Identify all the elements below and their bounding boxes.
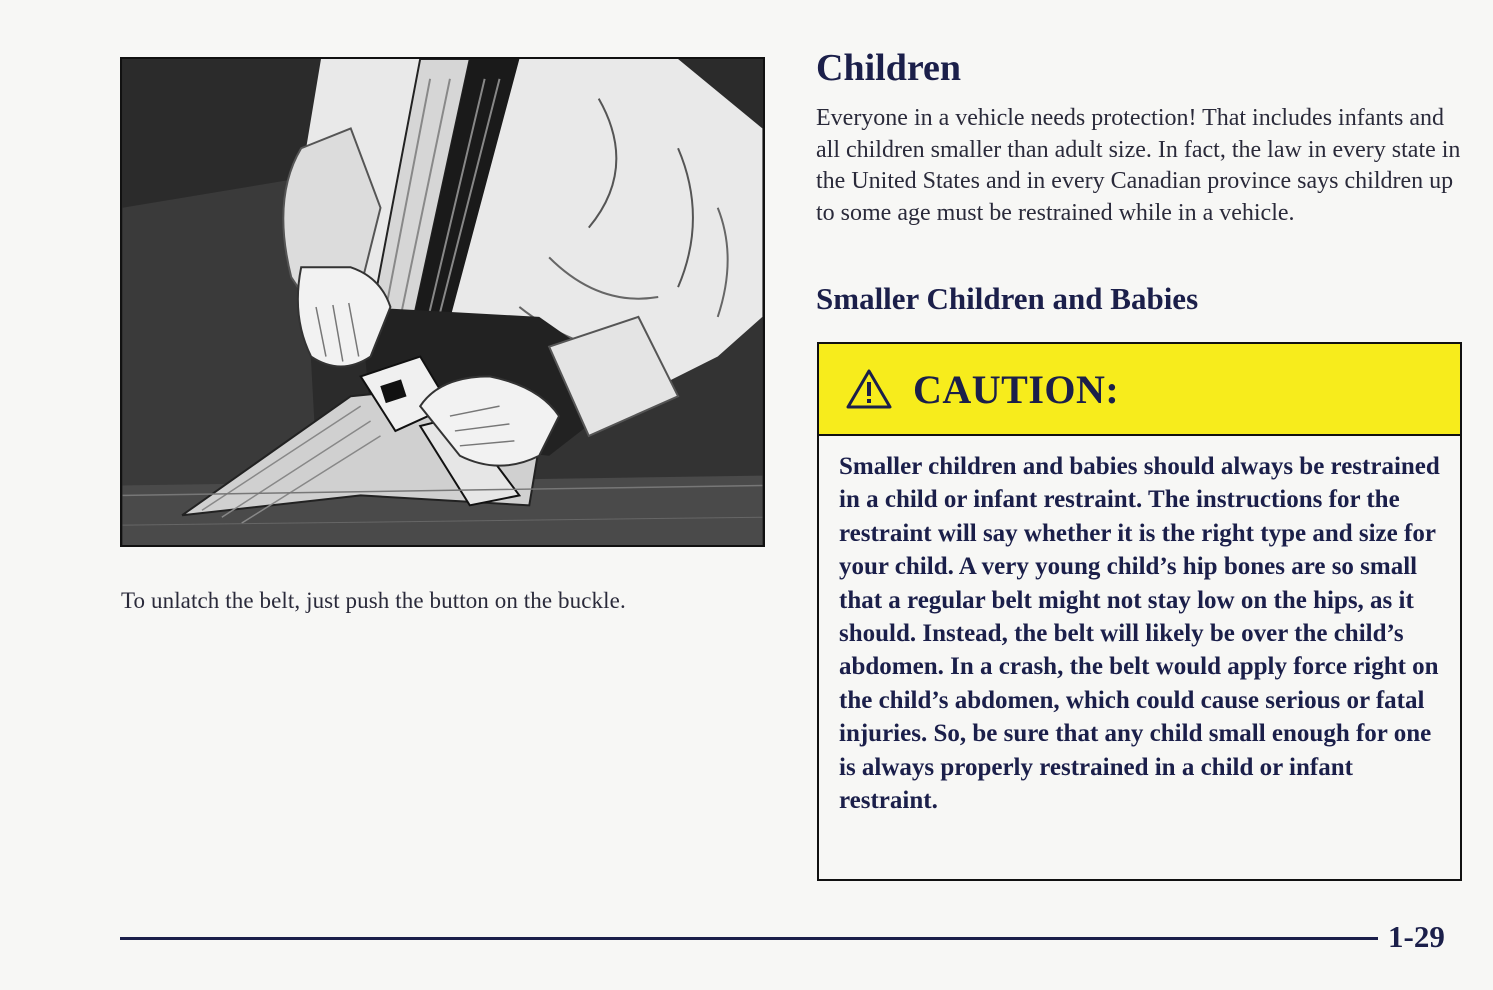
section-title: Children	[816, 47, 962, 89]
caution-label: CAUTION:	[913, 366, 1120, 412]
caution-box	[817, 342, 1462, 881]
caution-header	[819, 344, 1460, 436]
footer-rule	[120, 937, 1378, 940]
page-number: 1-29	[1388, 919, 1445, 954]
seat-belt-buckle-illustration	[122, 59, 763, 545]
seat-belt-illustration	[120, 57, 765, 547]
caution-body: Smaller children and babies should always be restrained in a child or infant restraint. The instructions for the restraint will say whether it is the right type and size for your child. A very young child’s hip bones are so small that a regular belt might not stay low on the hips, as it should. Instead, the belt will likely be over the child’s abdomen. In a crash, the belt would apply force right on the child’s abdomen, which could cause serious or fatal injuries. So, be sure that any child small enough for one is always properly restrained in a child or infant restraint.	[839, 453, 1440, 815]
illustration-caption: To unlatch the belt, just push the button on the buckle.	[121, 588, 626, 613]
warning-triangle-icon	[845, 368, 893, 410]
intro-paragraph: Everyone in a vehicle needs protection! That includes infants and all children smaller than adult size. In fact, the law in every state in the United States and in every Canadian province says children up to some age must be restrained while in a vehicle.	[816, 105, 1461, 226]
subsection-title: Smaller Children and Babies	[816, 281, 1199, 316]
